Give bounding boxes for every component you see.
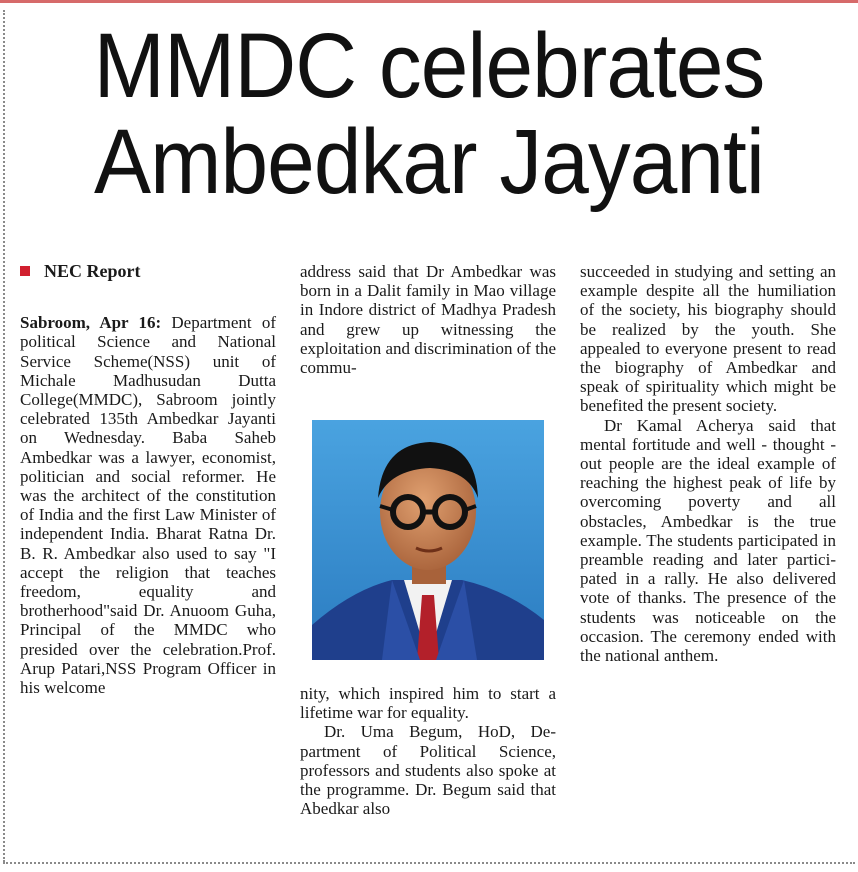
paragraph-text: Department of political Science and National Service Scheme(NSS) unit of Michale Madhusudan Dutta College(MMDC), Sabroom jointly celebrated 135th Ambedkar Jayanti on Wednesday. Baba Saheb Ambedkar was a lawyer, economist, politician and social reformer. He was the architect of the constitution of India and the first Law Minister of independent India. Bharat Ratna Dr. B. R. Ambedkar also used to say "I accept the religion that teaches freedom, equality and brotherhood"said Dr. Anuoom Guha, Principal of the MMDC who presided over the celebration.Prof. Arup Patari,NSS Program Officer in his welcome (20, 313, 277, 698)
paragraph: succeeded in studying and setting an example despite all the humiliation of the society, his biography should be realized by the youth. She appealed to everyone present to read the biography of Ambedkar and speak of spirituality which might be benefited the present society. (580, 262, 836, 416)
article-column-1 (20, 262, 276, 697)
paragraph: Dr. Uma Begum, HoD, Department of Political Science, professors and students also spoke at the programme. Dr. Begum said that Abedkar also (300, 722, 556, 819)
dotted-border-left (3, 10, 5, 862)
square-bullet-icon (20, 266, 30, 276)
paragraph (20, 313, 276, 697)
headline-line-2: Ambedkar Jayanti (94, 111, 764, 213)
byline-text: NEC Report (44, 261, 141, 281)
paragraph: Dr Kamal Acherya said that mental fortitude and well - thought -out people are the ideal example of reaching the highest peak of life by overcoming poverty and all obstacles, Ambedkar is the true example. The students participated in preamble reading and later participated in a rally. He also delivered vote of thanks. The presence of the students was noticeable on the occasion. The ceremony ended with the national anthem. (580, 415, 836, 666)
paragraph: address said that Dr Ambedkar was born in a Dalit family in Mao village in Indore district of Madhya Pradesh and grew up witnessing the exploitation and discrimination of the commu- (300, 262, 556, 378)
portrait-illustration (312, 420, 544, 660)
dateline: Sabroom, Apr 16: (20, 313, 162, 333)
headline-line-1: MMDC celebrates (93, 15, 765, 117)
paragraph: nity, which inspired him to start a lifetime war for equality. (300, 684, 556, 723)
article-column-3 (580, 262, 836, 665)
article-column-2-continued (300, 684, 556, 818)
article-column-2 (300, 262, 556, 377)
headline (43, 15, 815, 213)
top-rule (0, 0, 858, 3)
byline (20, 262, 276, 281)
ambedkar-portrait (312, 420, 544, 660)
dotted-border-bottom (3, 862, 855, 864)
